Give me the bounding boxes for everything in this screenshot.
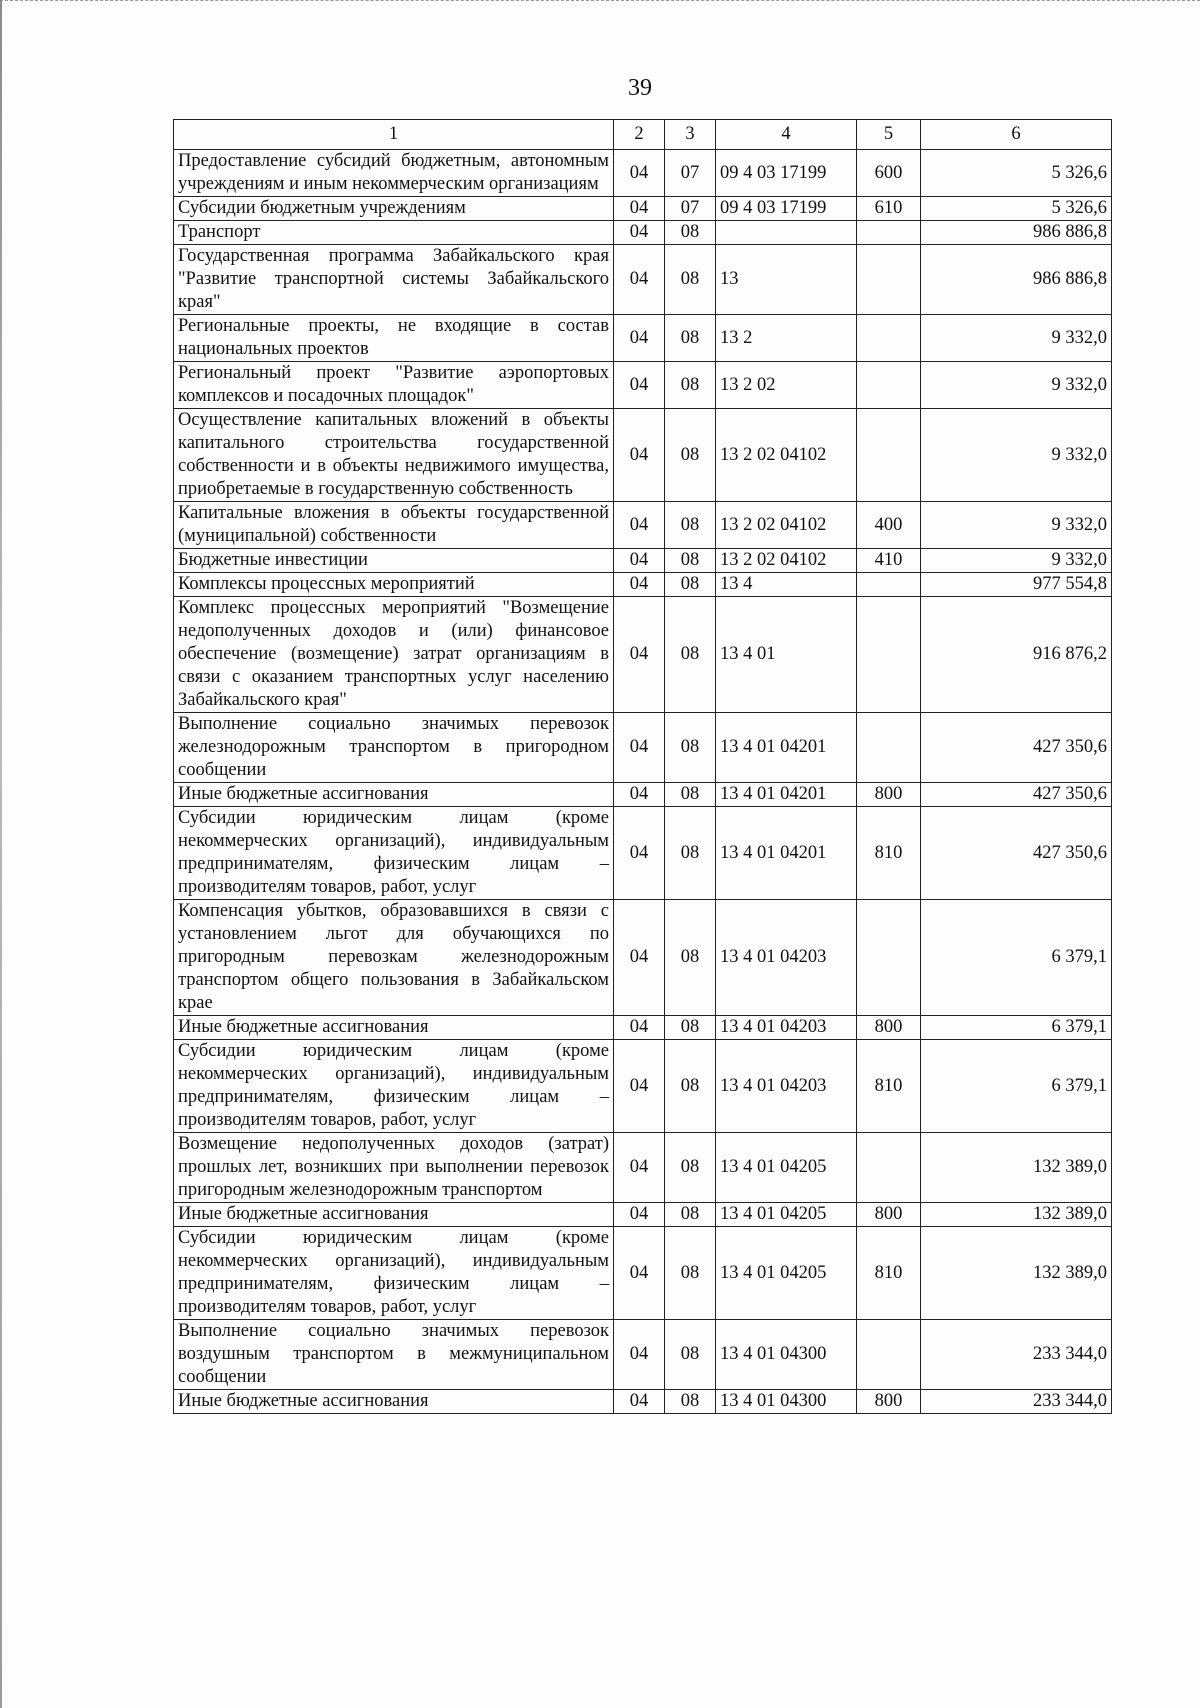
row-target-code-cell: 13 [716,245,857,315]
row-section-cell: 04 [614,1203,665,1227]
row-subsection-cell: 08 [665,1227,716,1320]
row-name-cell: Иные бюджетные ассигнования [174,1390,614,1414]
row-section-cell: 04 [614,713,665,783]
row-subsection-cell: 08 [665,1320,716,1390]
row-amount-cell: 132 389,0 [921,1133,1112,1203]
scan-edge-top [0,0,1200,4]
row-name-cell: Комплекс процессных мероприятий "Возмещение недополученных доходов и (или) финансовое обеспечение (возмещение) затрат организациям в связи с оказанием транспортных услуг населению Забайкальского края" [174,597,614,713]
row-expense-type-cell: 610 [857,197,921,221]
row-subsection-cell: 08 [665,597,716,713]
row-amount-cell: 427 350,6 [921,713,1112,783]
row-section-cell: 04 [614,1227,665,1320]
row-name-cell: Иные бюджетные ассигнования [174,1203,614,1227]
row-section-cell: 04 [614,597,665,713]
row-target-code-cell: 13 4 01 04205 [716,1227,857,1320]
row-expense-type-cell: 810 [857,807,921,900]
header-cell: 1 [174,120,614,150]
row-section-cell: 04 [614,245,665,315]
row-expense-type-cell [857,1133,921,1203]
budget-table [173,119,1112,1414]
row-expense-type-cell: 810 [857,1227,921,1320]
row-amount-cell: 427 350,6 [921,807,1112,900]
row-expense-type-cell: 800 [857,1016,921,1040]
row-target-code-cell: 13 4 01 04203 [716,1040,857,1133]
row-subsection-cell: 08 [665,315,716,362]
row-subsection-cell: 08 [665,1133,716,1203]
row-target-code-cell: 13 2 02 04102 [716,502,857,549]
table-row [174,1203,1112,1227]
row-subsection-cell: 08 [665,245,716,315]
row-amount-cell: 427 350,6 [921,783,1112,807]
row-expense-type-cell [857,221,921,245]
table-row [174,1320,1112,1390]
header-cell: 2 [614,120,665,150]
table-row [174,315,1112,362]
row-target-code-cell: 13 4 01 04201 [716,713,857,783]
row-expense-type-cell [857,900,921,1016]
row-section-cell: 04 [614,549,665,573]
row-section-cell: 04 [614,1320,665,1390]
row-name-cell: Субсидии бюджетным учреждениям [174,197,614,221]
row-section-cell: 04 [614,1390,665,1414]
row-section-cell: 04 [614,150,665,197]
row-expense-type-cell [857,315,921,362]
row-target-code-cell: 13 4 01 04205 [716,1203,857,1227]
row-section-cell: 04 [614,409,665,502]
row-target-code-cell: 13 4 01 04205 [716,1133,857,1203]
row-amount-cell: 6 379,1 [921,900,1112,1016]
row-expense-type-cell: 810 [857,1040,921,1133]
row-expense-type-cell: 800 [857,1203,921,1227]
row-name-cell: Субсидии юридическим лицам (кроме некоммерческих организаций), индивидуальным предпринимателям, физическим лицам – производителям товаров, работ, услуг [174,1227,614,1320]
row-expense-type-cell [857,409,921,502]
row-amount-cell: 9 332,0 [921,409,1112,502]
header-cell: 4 [716,120,857,150]
row-expense-type-cell: 400 [857,502,921,549]
row-target-code-cell: 13 4 01 04300 [716,1320,857,1390]
row-subsection-cell: 08 [665,221,716,245]
row-target-code-cell: 13 4 01 [716,597,857,713]
header-cell: 6 [921,120,1112,150]
table-row [174,807,1112,900]
row-subsection-cell: 08 [665,409,716,502]
row-target-code-cell: 13 4 01 04201 [716,783,857,807]
row-name-cell: Возмещение недополученных доходов (затрат) прошлых лет, возникших при выполнении перевозок пригородным железнодорожным транспортом [174,1133,614,1203]
row-section-cell: 04 [614,573,665,597]
row-target-code-cell: 13 2 02 [716,362,857,409]
row-name-cell: Субсидии юридическим лицам (кроме некоммерческих организаций), индивидуальным предпринимателям, физическим лицам – производителям товаров, работ, услуг [174,1040,614,1133]
table-row [174,245,1112,315]
row-section-cell: 04 [614,1016,665,1040]
row-name-cell: Иные бюджетные ассигнования [174,783,614,807]
row-section-cell: 04 [614,900,665,1016]
table-row [174,150,1112,197]
row-name-cell: Выполнение социально значимых перевозок железнодорожным транспортом в пригородном сообщении [174,713,614,783]
row-name-cell: Компенсация убытков, образовавшихся в связи с установлением льгот для обучающихся по пригородным перевозкам железнодорожным транспортом общего пользования в Забайкальском крае [174,900,614,1016]
row-expense-type-cell [857,573,921,597]
table-row [174,1227,1112,1320]
row-name-cell: Выполнение социально значимых перевозок воздушным транспортом в межмуниципальном сообщении [174,1320,614,1390]
table-header-row [174,120,1112,150]
row-name-cell: Предоставление субсидий бюджетным, автономным учреждениям и иным некоммерческим организациям [174,150,614,197]
row-target-code-cell: 13 4 01 04201 [716,807,857,900]
table-row [174,409,1112,502]
row-amount-cell: 132 389,0 [921,1227,1112,1320]
row-amount-cell: 916 876,2 [921,597,1112,713]
table-row [174,1390,1112,1414]
row-section-cell: 04 [614,1133,665,1203]
row-amount-cell: 5 326,6 [921,197,1112,221]
row-amount-cell: 9 332,0 [921,362,1112,409]
table-row [174,502,1112,549]
row-name-cell: Осуществление капитальных вложений в объекты капитального строительства государственной собственности и в объекты недвижимого имущества, приобретаемые в государственную собственность [174,409,614,502]
row-subsection-cell: 08 [665,807,716,900]
row-subsection-cell: 08 [665,549,716,573]
row-expense-type-cell [857,362,921,409]
row-subsection-cell: 07 [665,197,716,221]
row-subsection-cell: 08 [665,1203,716,1227]
row-subsection-cell: 08 [665,362,716,409]
row-target-code-cell: 13 4 01 04203 [716,1016,857,1040]
row-subsection-cell: 08 [665,573,716,597]
page-number: 39 [628,75,652,101]
row-target-code-cell: 13 4 01 04203 [716,900,857,1016]
row-name-cell: Субсидии юридическим лицам (кроме некоммерческих организаций), индивидуальным предпринимателям, физическим лицам – производителям товаров, работ, услуг [174,807,614,900]
row-amount-cell: 9 332,0 [921,502,1112,549]
row-section-cell: 04 [614,807,665,900]
row-subsection-cell: 08 [665,1016,716,1040]
row-amount-cell: 9 332,0 [921,549,1112,573]
row-expense-type-cell [857,245,921,315]
row-expense-type-cell: 800 [857,1390,921,1414]
row-subsection-cell: 08 [665,502,716,549]
row-name-cell: Транспорт [174,221,614,245]
row-amount-cell: 977 554,8 [921,573,1112,597]
table-row [174,549,1112,573]
row-name-cell: Комплексы процессных мероприятий [174,573,614,597]
row-subsection-cell: 08 [665,900,716,1016]
table-row [174,1016,1112,1040]
row-target-code-cell: 13 4 01 04300 [716,1390,857,1414]
row-name-cell: Иные бюджетные ассигнования [174,1016,614,1040]
row-subsection-cell: 08 [665,1390,716,1414]
table-row [174,900,1112,1016]
row-target-code-cell: 13 4 [716,573,857,597]
row-section-cell: 04 [614,362,665,409]
row-section-cell: 04 [614,197,665,221]
row-name-cell: Региональный проект "Развитие аэропортовых комплексов и посадочных площадок" [174,362,614,409]
row-expense-type-cell: 800 [857,783,921,807]
table-row [174,597,1112,713]
row-subsection-cell: 08 [665,1040,716,1133]
row-subsection-cell: 08 [665,713,716,783]
row-section-cell: 04 [614,221,665,245]
header-cell: 3 [665,120,716,150]
row-amount-cell: 6 379,1 [921,1040,1112,1133]
row-target-code-cell: 09 4 03 17199 [716,197,857,221]
table-row [174,783,1112,807]
row-expense-type-cell: 600 [857,150,921,197]
scan-edge-left [0,0,2,1708]
row-amount-cell: 233 344,0 [921,1390,1112,1414]
row-name-cell: Государственная программа Забайкальского края "Развитие транспортной системы Забайкальского края" [174,245,614,315]
row-subsection-cell: 07 [665,150,716,197]
row-expense-type-cell [857,597,921,713]
row-target-code-cell: 13 2 02 04102 [716,409,857,502]
row-name-cell: Бюджетные инвестиции [174,549,614,573]
row-target-code-cell: 13 2 [716,315,857,362]
table-row [174,221,1112,245]
row-target-code-cell: 13 2 02 04102 [716,549,857,573]
row-name-cell: Капитальные вложения в объекты государственной (муниципальной) собственности [174,502,614,549]
row-amount-cell: 9 332,0 [921,315,1112,362]
row-name-cell: Региональные проекты, не входящие в состав национальных проектов [174,315,614,362]
row-amount-cell: 233 344,0 [921,1320,1112,1390]
row-section-cell: 04 [614,783,665,807]
row-section-cell: 04 [614,502,665,549]
row-amount-cell: 986 886,8 [921,245,1112,315]
row-amount-cell: 5 326,6 [921,150,1112,197]
table-row [174,362,1112,409]
table-row [174,197,1112,221]
row-expense-type-cell: 410 [857,549,921,573]
row-section-cell: 04 [614,1040,665,1133]
table-row [174,1133,1112,1203]
row-amount-cell: 132 389,0 [921,1203,1112,1227]
row-expense-type-cell [857,713,921,783]
row-amount-cell: 6 379,1 [921,1016,1112,1040]
row-section-cell: 04 [614,315,665,362]
header-cell: 5 [857,120,921,150]
row-amount-cell: 986 886,8 [921,221,1112,245]
table-row [174,1040,1112,1133]
row-target-code-cell [716,221,857,245]
table-row [174,573,1112,597]
row-target-code-cell: 09 4 03 17199 [716,150,857,197]
table-row [174,713,1112,783]
row-subsection-cell: 08 [665,783,716,807]
table-body [174,150,1112,1414]
row-expense-type-cell [857,1320,921,1390]
